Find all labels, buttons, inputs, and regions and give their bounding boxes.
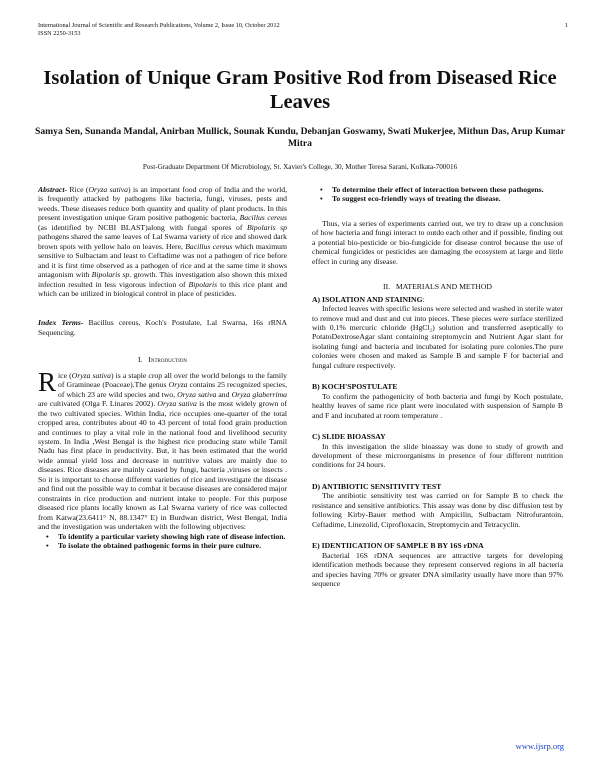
objectives-list-right [312,185,563,204]
page-number: 1 [564,22,568,29]
right-column [312,185,563,588]
section-e-body: Bacterial 16S rDNA sequences are attractive targets for developing identification methods because they represent conserved regions in all bacteria and species having 70% or greater DNA similarity usually have more than 97% sequence [312,550,563,588]
index-terms: Index Terms- Bacillus cereus, Koch's Postulate, Lal Swarna, 16s rRNA Sequencing. [38,318,287,337]
abstract: Abstract- Rice (Oryza sativa) is an important food crop of India and the world, is frequently attacked by pathogens like bacteria, fungi, viruses, pests and weeds. These diseases reduce both quantity and quality of plant products. In this present investigation unique Gram positive pathogenic bacteria, Bacillus cereus (as identified by NCBI BLAST)along with fungal spores of Bipolaris sp pathogens shared the same leaves of Lal Swarna variety of rice and showed dark brown spots with yellow halo on leaves. Here, Bacillus cereus which maximum sensitive to Sulbactam and least to Ceftadime was not a pathogen of rice before and it is first time observed as a pathogen of rice and at the same time it shows antagonism with Bipolaris sp. growth. This investigation also shown this mixed infection resulted in less vigorous infection of Bipolaris to this rice plant and which can be utilized in biological control in place of pesticides. [38,185,288,298]
introduction-closing: Thus, via a series of experiments carried out, we try to draw up a conclusion of how bacteria and fungi interact to outdo each other and if possible, finding out a potential bio-pesticide or bio-fungicide for disease control because the use of chemical fungicides or pesticides are damaging the ecosystem at large and little effect in curing any disease. [312,218,563,266]
paper-title: Isolation of Unique Gram Positive Rod from Diseased Rice Leaves [43,67,557,113]
introduction-heading: I. Introduction [138,355,187,365]
section-c-heading: C) SLIDE BIOASSAY [312,432,386,442]
section-b-heading: B) KOCH'SPOSTULATE [312,382,398,392]
list-item: • To identify a particular variety showing high rate of disease infection. [58,532,287,541]
methods-heading: II. MATERIALS AND METHOD [383,282,492,292]
introduction-body: Rice (Oryza sativa) is a staple crop all over the world belongs to the family of Gramineae (Poaceae).The genus Oryza contains 25 recognized species, of which 23 are wild species and two, Oryza sativa and Oryza glaberrima are cultivated (Olga F. Linares 2002). Oryza sativa is the most widely grown of the two cultivated species. Within India, rice occupies one-quarter of the total cropped area, contributes about 40 to 43 percent of total food grain production and continues to play a vital role in the national food and livelihood security system. In India ,West Bengal is the highest rice producing state while Tamil Nadu has first place in productivity. But, it has been estimated that the world wide annual yield loss and decrease in nutritive values are mainly due to diseases. Rice diseases are mainly caused by fungi, bacteria ,viruses or insects . So it is important to choose different varieties of rice and investigate the disease and find out the possible way to combat it because diseases are considered major constraints in rice production and nutrient intake to people. For this purpose diseased rice plants locally known as Lal Swarna variety of rice was collected from Katwa(23.6411° N, 88.1347° E) in Burdwan district, West Bengal, India and the investigation was undertaken with the following objectives: [38,366,288,532]
list-item: • To suggest eco-friendly ways of treating the disease. [332,194,563,203]
section-d-body: The antibiotic sensitivity test was carried on for Sample B to check the resistance and sensitive antibiotics. This assay was done by disc diffusion test by following Kirby-Bauer method with Ampicilin, Sulbactam Nitrofurantoin, Ceftadime, Linezolid, Ciprofloxacin, Streptomycin and Tetracyclin. [312,491,563,529]
author-list: Samya Sen, Sunanda Mandal, Anirban Mullick, Sounak Kundu, Debanjan Goswamy, Swati Mukerjee, Mithun Das, Arup Kumar Mitra [35,126,565,149]
affiliation: Post-Graduate Department Of Microbiology, St. Xavier's College, 30, Mother Teresa Sarani, Kolkata-700016 [142,163,458,171]
section-e-heading: E) IDENTIICATION OF SAMPLE B BY 16S rDNA [312,541,484,551]
issn-line: ISSN 2250-3153 [38,30,81,37]
list-item: • To determine their effect of interaction between these pathogens. [332,185,563,194]
section-b-body: To confirm the pathogenicity of both bacteria and fungi by Koch postulate, healthy leaves of same rice plant were inoculated with suspension of Sample B and F and incubated at room temperature . [312,391,563,420]
objectives-list-left [38,532,287,551]
footer-website-link[interactable]: www.ijsrp.org [515,741,564,751]
section-a-body: Infected leaves with specific lesions were selected and washed in sterile water to remove mud and dust and cut into pieces. These pieces were surface sterilized with 0.1% mercuric chloride (HgCl₂) solution and transferred aseptically to PotatoDextroseAgar slant containing streptomycin and Nutrient Agar slant for isolating fungi and bacteria and incubated for isolating pure colonies.The pure colonies were chosen and maked as Sample B and sample F for bacterial and fungal culture respectively. [312,304,563,370]
section-c-body: In this investigation the slide bioassay was done to study of growth and development of these microorganisms in presence of four different nutrition conditions for 24 hours. [312,441,563,470]
list-item: • To isolate the obtained pathogenic forms in their pure culture. [58,541,287,550]
drop-cap: R [38,366,57,397]
left-column [38,185,287,550]
running-header [38,22,568,38]
section-d-heading: D) ANTIBIOTIC SENSITIVITY TEST [312,481,442,491]
journal-line: International Journal of Scientific and Research Publications, Volume 2, Issue 10, October 2012 [38,22,280,29]
section-a-heading: A) ISOLATION AND STAINING: [312,294,425,304]
